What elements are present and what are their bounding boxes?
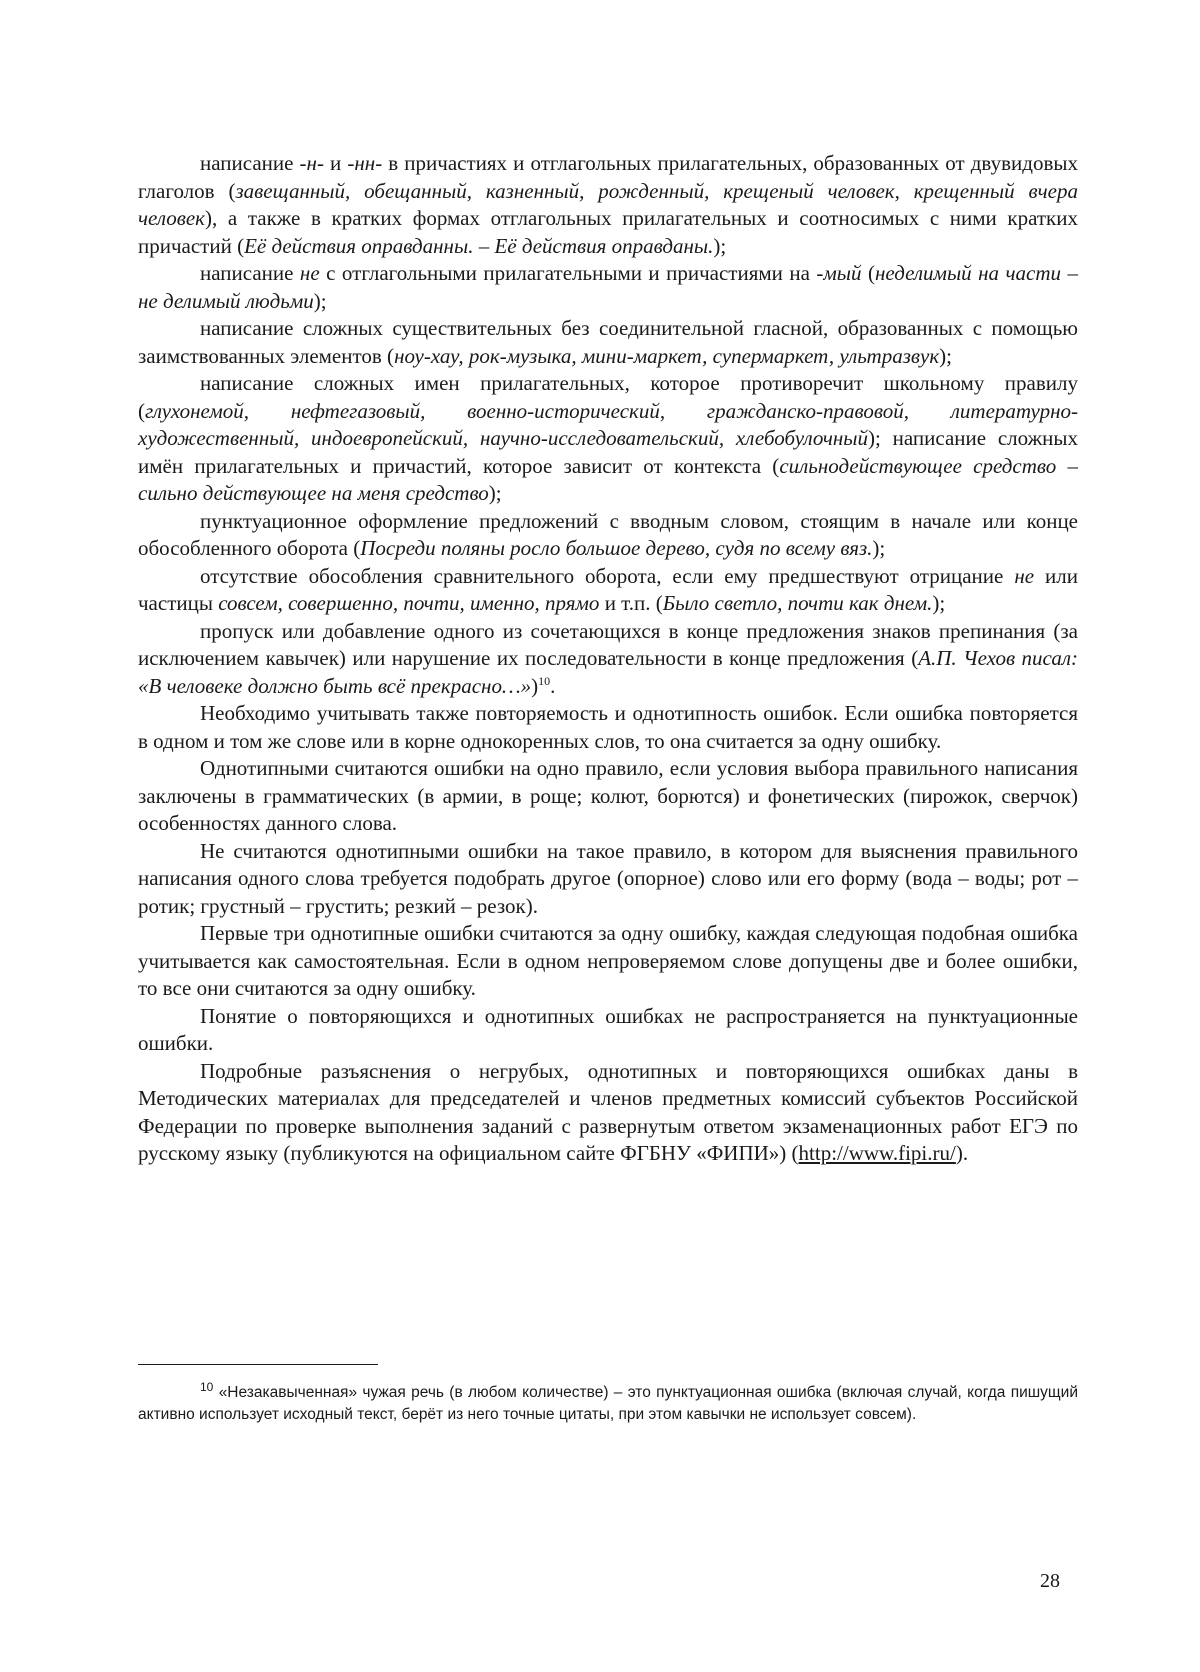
paragraph [138, 370, 1078, 508]
text-segment: Однотипными считаются ошибки на одно правило, если условия выбора правильного написания заключены в грамматических (в армии, в роще; колют, борются) и фонетических (пирожок, сверчок) особенностях данного слова. [138, 756, 1078, 835]
text-segment: ); [939, 343, 952, 368]
text-segment: Понятие о повторяющихся и однотипных ошибках не распространяется на пунктуационные ошибки. [138, 1003, 1078, 1055]
text-segment: ); написание сложных имён прилагательных и причастий, которое зависит от контекста ( [138, 426, 1078, 478]
text-segment: . [550, 673, 556, 698]
text-segment: завещанный, обещанный, казненный, рожденный, крещеный человек, крещенный вчера человек [138, 178, 1078, 230]
text-segment: написание [200, 261, 300, 285]
text-segment: ноу-хау, рок-музыка, мини-маркет, супермаркет, ультразвук [394, 343, 940, 368]
footnote-text: «Незакавыченная» чужая речь (в любом количестве) – это пунктуационная ошибка (включая случай, когда пишущий активно использует исходный текст, берёт из него точные цитаты, при этом кавычки не использует совсем). [138, 1384, 1078, 1423]
fipi-link[interactable]: http://www.fipi.ru/ [798, 1141, 956, 1165]
footnote [138, 1379, 1078, 1426]
text-segment: А.П. Чехов писал: «В человеке должно быть всё прекрасно…» [138, 646, 1078, 698]
paragraph [138, 838, 1078, 921]
text-segment: или частицы [138, 563, 1078, 615]
paragraph [138, 618, 1078, 701]
paragraph [138, 150, 1078, 260]
footnote-number: 10 [200, 1379, 214, 1394]
text-segment: ) [531, 673, 539, 698]
text-segment: Первые три однотипные ошибки считаются за одну ошибку, каждая следующая подобная ошибка учитывается как самостоятельная. Если в одном непроверяемом слове допущены две и более ошибки, то все они считаются за одну ошибку. [138, 921, 1078, 1000]
text-segment: Её действия оправданны. – Её действия оправданы. [244, 233, 714, 258]
text-segment: неделимый на части – не делимый людьми [138, 261, 1078, 313]
text-segment: не [1014, 563, 1035, 588]
text-segment: не [299, 261, 320, 285]
text-segment: сильнодействующее средство – сильно действующее на меня средство [138, 453, 1078, 505]
text-segment: Не считаются однотипными ошибки на такое правило, в котором для выяснения правильного написания одного слова требуется подобрать другое (опорное) слово или его форму (вода – воды; рот – ротик; грустный – грустить; резкий – резок). [138, 838, 1078, 918]
text-segment: и т.п. ( [599, 591, 663, 615]
paragraph [138, 260, 1078, 315]
text-segment: с отглагольными прилагательными и причастиями на [319, 261, 817, 285]
paragraph [138, 700, 1078, 755]
text-segment: ); [313, 288, 327, 313]
text-segment: ); [488, 481, 502, 505]
text-segment: написание сложных имен прилагательных, которое противоречит школьному правилу ( [138, 371, 1078, 423]
text-segment: Посреди поляны росло большое дерево, судя по всему вяз. [360, 536, 873, 560]
footnote-ref: 10 [538, 673, 551, 688]
text-segment: глухонемой, нефтегазовый, военно-исторический, гражданско-правовой, литературно-художественный, индоевропейский, научно-исследовательский, хлебобулочный [138, 398, 1078, 450]
text-segment: ( [861, 261, 875, 285]
text-segment: написание сложных существительных без соединительной гласной, образованных с помощью заимствованных элементов ( [138, 316, 1078, 368]
text-segment: совсем, совершенно, почти, именно, прямо [218, 591, 600, 615]
paragraph [138, 755, 1078, 838]
text-segment: ); [872, 536, 886, 560]
text-segment: ), а также в кратких формах отглагольных прилагательных и соотносимых с ними кратких причастий ( [138, 206, 1078, 258]
text-segment: в причастиях и отглагольных прилагательных, образованных от двувидовых глаголов ( [138, 151, 1078, 203]
text-segment: пропуск или добавление одного из сочетающихся в конце предложения знаков препинания (за исключением кавычек) или нарушение их последовательности в конце предложения ( [138, 618, 1078, 670]
paragraph [138, 508, 1078, 563]
text-segment: Подробные разъяснения о негрубых, однотипных и повторяющихся ошибках даны в Методических материалах для председателей и членов предметных комиссий субъектов Российской Федерации по проверке выполнения заданий с развернутым ответом экзаменационных работ ЕГЭ по русскому языку (публикуются на официальном сайте ФГБНУ «ФИПИ») ( [138, 1058, 1078, 1165]
footnote-divider [138, 1364, 378, 1365]
page-number: 28 [1040, 1570, 1060, 1592]
text-segment: -мый [816, 261, 862, 285]
text-segment: Необходимо учитывать также повторяемость и однотипность ошибок. Если ошибка повторяется в одном и том же слове или в корне однокоренных слов, то она считается за одну ошибку. [138, 701, 1078, 753]
text-segment: -нн- [347, 151, 383, 175]
text-segment: отсутствие обособления сравнительного оборота, если ему предшествуют отрицание [200, 563, 1015, 588]
text-segment: написание [200, 151, 300, 175]
text-segment: Было светло, почти как днем. [662, 591, 933, 615]
text-segment: ). [955, 1141, 969, 1165]
text-segment: и [323, 151, 348, 175]
paragraph [138, 920, 1078, 1003]
text-segment: ); [932, 591, 946, 615]
paragraph [138, 1058, 1078, 1168]
paragraph [138, 315, 1078, 370]
paragraph [138, 1003, 1078, 1058]
text-segment: ); [713, 233, 727, 258]
main-text [138, 150, 1078, 1168]
paragraph [138, 563, 1078, 618]
text-segment: пунктуационное оформление предложений с вводным словом, стоящим в начале или конце обособленного оборота ( [138, 508, 1078, 560]
text-segment: -н- [299, 151, 324, 175]
